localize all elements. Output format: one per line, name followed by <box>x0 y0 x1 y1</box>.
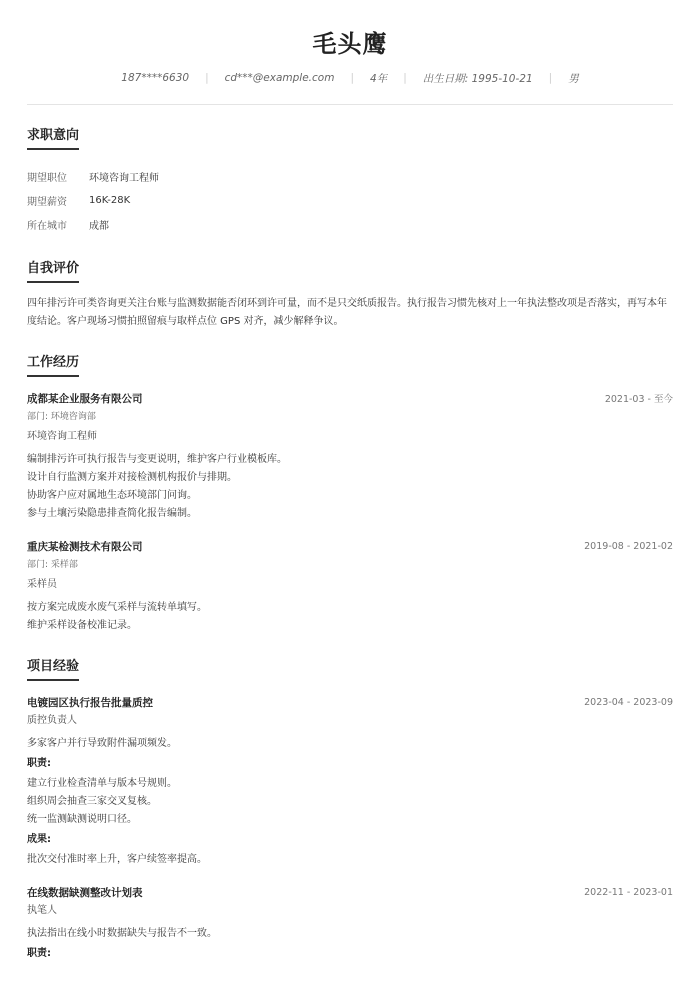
intent-row <box>27 164 673 188</box>
section-underline <box>27 148 79 150</box>
section-self <box>27 257 673 331</box>
project-entry <box>27 883 673 965</box>
bullet: 组织周会抽查三家交叉复核。 <box>27 796 157 807</box>
intent-row <box>27 212 673 236</box>
separator: | <box>548 72 553 84</box>
project-desc: 多家客户并行导致附件漏项频发。 <box>27 738 177 749</box>
section-underline <box>27 281 79 283</box>
department: 部门: 环境咨询部 <box>27 412 96 422</box>
project-result: 批次交付准时率上升，客户续签率提高。 <box>27 854 207 865</box>
duty-label: 职责: <box>27 948 51 959</box>
intent-key: 期望职位 <box>27 172 67 184</box>
candidate-name: 毛头鹰 <box>312 30 388 58</box>
bullet: 按方案完成废水废气采样与流转单填写。 <box>27 602 207 613</box>
bullet: 编制排污许可执行报告与变更说明，维护客户行业模板库。 <box>27 454 287 465</box>
section-projects <box>27 655 673 965</box>
intent-key: 所在城市 <box>27 220 67 232</box>
job-role: 采样员 <box>27 579 57 590</box>
bullet: 参与土壤污染隐患排查简化报告编制。 <box>27 508 197 519</box>
project-role: 质控负责人 <box>27 715 77 726</box>
project-name: 电镀园区执行报告批量质控 <box>27 696 153 709</box>
intent-value: 环境咨询工程师 <box>89 172 159 184</box>
project-role: 执笔人 <box>27 905 57 916</box>
intent-value: 成都 <box>89 220 109 232</box>
section-underline <box>27 375 79 377</box>
intent-value: 16K-28K <box>89 194 131 206</box>
section-underline <box>27 679 79 681</box>
job-date: 2021-03 - 至今 <box>604 394 673 405</box>
job-date: 2019-08 - 2021-02 <box>584 540 673 552</box>
project-desc: 执法指出在线小时数据缺失与报告不一致。 <box>27 928 217 939</box>
job-bullets <box>27 599 673 635</box>
separator: | <box>205 72 209 84</box>
bullet: 维护采样设备校准记录。 <box>27 620 137 631</box>
job-entry <box>27 537 673 635</box>
project-date: 2023-04 - 2023-09 <box>584 696 673 708</box>
job-role: 环境咨询工程师 <box>27 431 97 442</box>
project-duties <box>27 775 673 829</box>
company-name: 成都某企业服务有限公司 <box>27 392 143 405</box>
separator: | <box>403 72 407 84</box>
project-entry <box>27 693 673 869</box>
phone: 187****6630 <box>121 72 190 84</box>
bullet: 统一监测缺测说明口径。 <box>27 814 137 825</box>
company-name: 重庆某检测技术有限公司 <box>27 540 143 553</box>
project-name: 在线数据缺测整改计划表 <box>27 886 143 899</box>
separator: | <box>350 72 354 84</box>
intent-row <box>27 188 673 212</box>
email: cd***@example.com <box>224 72 335 84</box>
job-bullets <box>27 451 673 523</box>
result-label: 成果: <box>27 834 51 845</box>
section-intent <box>27 124 673 236</box>
section-title: 求职意向 <box>27 128 80 143</box>
birth-date: 出生日期: 1995-10-21 <box>422 72 533 85</box>
job-entry <box>27 389 673 523</box>
bullet: 设计自行监测方案并对接检测机构报价与排期。 <box>27 472 237 483</box>
department: 部门: 采样部 <box>27 560 78 570</box>
duty-label: 职责: <box>27 758 51 769</box>
bullet: 建立行业检查清单与版本号规则。 <box>27 778 177 789</box>
bullet: 协助客户应对属地生态环境部门问询。 <box>27 490 197 501</box>
section-title: 工作经历 <box>27 355 80 370</box>
section-title: 自我评价 <box>27 261 80 276</box>
header-divider <box>27 104 673 105</box>
gender: 男 <box>568 72 579 85</box>
project-date: 2022-11 - 2023-01 <box>584 886 673 898</box>
self-evaluation-text: 四年排污许可类咨询更关注台账与监测数据能否闭环到许可量，而不是只交纸质报告。执行报告习惯先核对上一年执法整改项是否落实，再写本年度结论。客户现场习惯拍照留痕与取样点位 GPS 对齐，减少解释争议。 <box>27 298 667 327</box>
contact-bar <box>27 64 673 92</box>
experience-years: 4年 <box>370 72 388 85</box>
section-title: 项目经验 <box>27 659 80 674</box>
intent-key: 期望薪资 <box>27 196 67 208</box>
section-work <box>27 351 673 635</box>
